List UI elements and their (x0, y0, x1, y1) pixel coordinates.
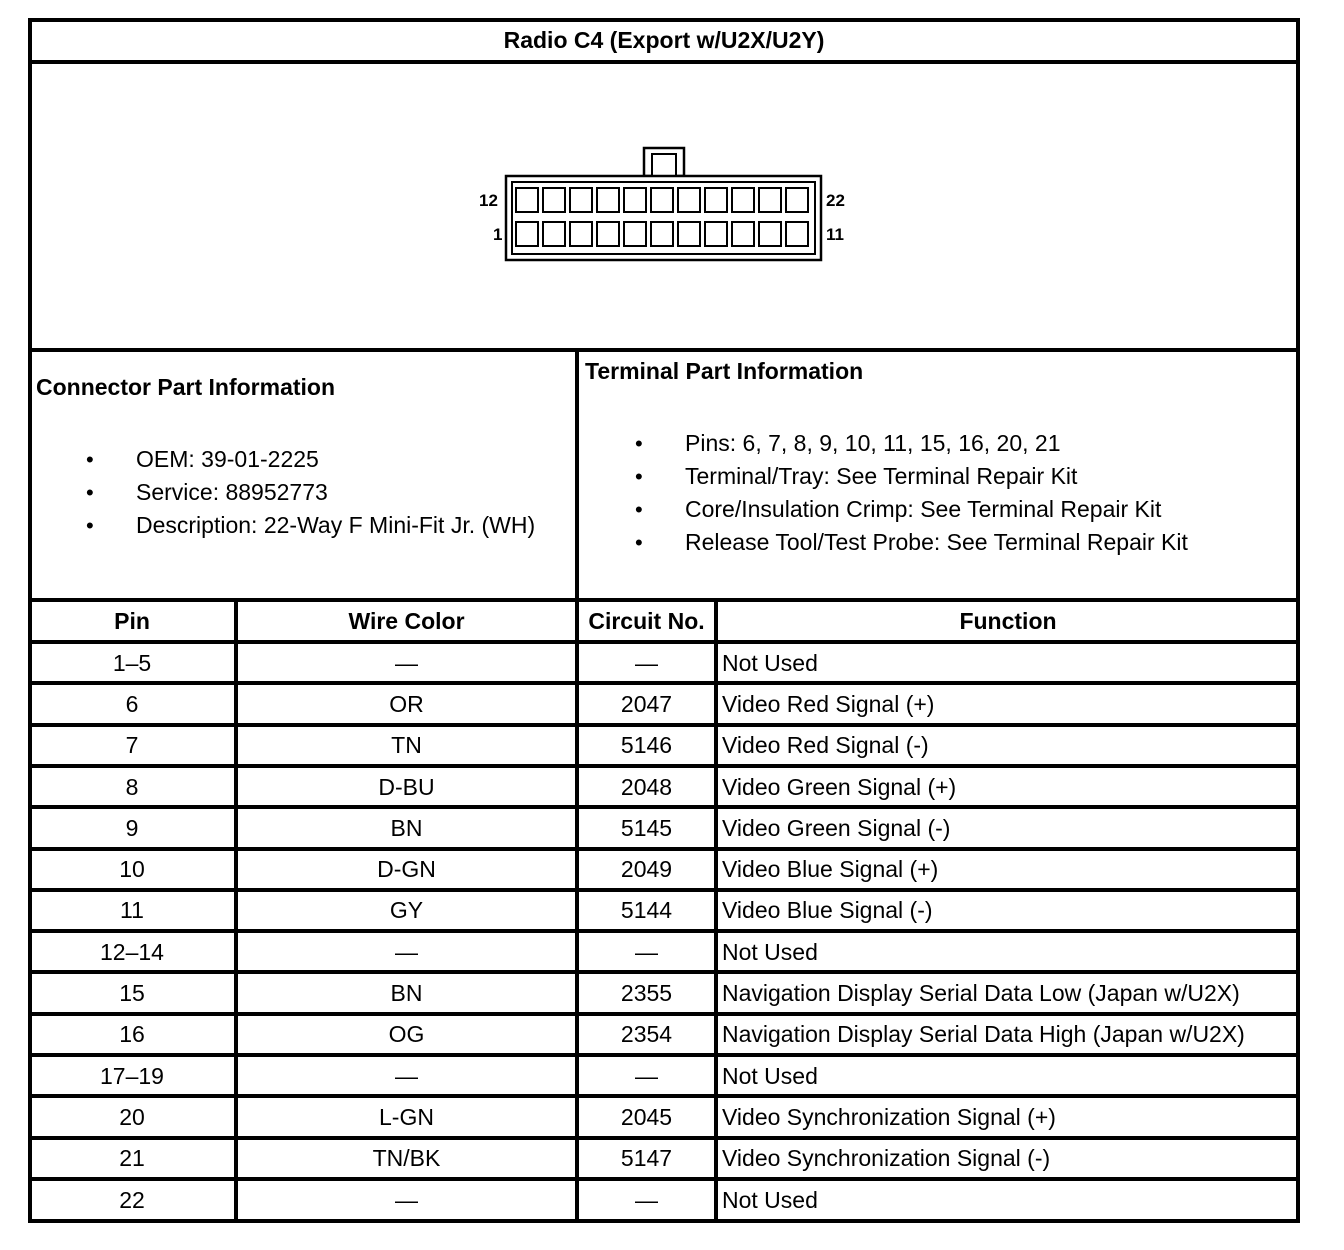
cell-function: Not Used (722, 1062, 818, 1089)
cell-function: Video Red Signal (+) (722, 690, 935, 717)
cell-wire-color: — (395, 1062, 418, 1089)
connector-cavity (678, 222, 700, 246)
table-rule (714, 600, 718, 1221)
cell-function: Not Used (722, 938, 818, 965)
cell-wire-color: D-GN (377, 856, 436, 883)
cell-pin: 10 (119, 856, 145, 883)
cell-function: Not Used (722, 1186, 818, 1213)
connector-cavity (651, 188, 673, 212)
cell-circuit-no: — (635, 649, 658, 676)
cell-function: Video Blue Signal (+) (722, 856, 939, 883)
connector-cavity (543, 222, 565, 246)
connector-cavity (732, 188, 754, 212)
page-title: Radio C4 (Export w/U2X/U2Y) (503, 26, 825, 53)
header-pin: Pin (114, 607, 150, 634)
cell-wire-color: BN (390, 814, 423, 841)
cell-function: Not Used (722, 649, 818, 676)
cell-circuit-no: 2355 (620, 980, 673, 1007)
table-rule (575, 600, 579, 1221)
cell-wire-color: TN/BK (372, 1145, 441, 1172)
cell-pin: 8 (125, 773, 139, 800)
connector-cavity (624, 222, 646, 246)
pin-label-11: 11 (826, 225, 844, 244)
pin-label-12: 12 (479, 191, 498, 210)
cell-pin: 16 (119, 1021, 145, 1048)
cell-pin: 12–14 (100, 938, 164, 965)
cell-wire-color: — (395, 938, 418, 965)
cell-wire-color: — (395, 1186, 418, 1213)
cell-wire-color: L-GN (379, 1103, 434, 1130)
connector-cavity (651, 222, 673, 246)
cell-circuit-no: 2047 (620, 690, 673, 717)
list-item: • Pins: 6, 7, 8, 9, 10, 11, 15, 16, 20, 21 (635, 427, 1188, 460)
list-item: • Service: 88952773 (86, 476, 535, 509)
connector-info-heading: Connector Part Information (36, 374, 336, 400)
cell-wire-color: OG (388, 1021, 425, 1048)
cell-wire-color: D-BU (378, 773, 435, 800)
connector-cavity (624, 188, 646, 212)
cell-wire-color: TN (391, 732, 422, 759)
header-circuit-no: Circuit No. (588, 607, 705, 634)
cell-function: Video Red Signal (-) (722, 732, 929, 759)
cell-function: Video Green Signal (-) (722, 814, 951, 841)
cell-wire-color: OR (389, 690, 424, 717)
cell-pin: 9 (125, 814, 139, 841)
list-item: • Core/Insulation Crimp: See Terminal Repair Kit (635, 493, 1188, 526)
list-item: • Terminal/Tray: See Terminal Repair Kit (635, 460, 1188, 493)
connector-diagram (28, 64, 1300, 348)
cell-pin: 20 (119, 1103, 145, 1130)
cell-pin: 17–19 (100, 1062, 164, 1089)
connector-cavity (678, 188, 700, 212)
header-wire-color: Wire Color (348, 607, 465, 634)
connector-sheet (28, 18, 1300, 1223)
terminal-info-list (635, 427, 1188, 559)
cell-circuit-no: 2048 (620, 773, 673, 800)
pin-label-1: 1 (493, 225, 503, 244)
connector-cavity (759, 222, 781, 246)
cell-circuit-no: 2045 (620, 1103, 673, 1130)
cell-function: Video Green Signal (+) (722, 773, 957, 800)
table-rule (234, 600, 238, 1221)
connector-cavity (786, 222, 808, 246)
terminal-info-heading: Terminal Part Information (585, 358, 864, 384)
connector-cavity (786, 188, 808, 212)
connector-info-list (86, 443, 535, 542)
cell-function: Video Blue Signal (-) (722, 897, 933, 924)
cell-circuit-no: 5145 (620, 814, 673, 841)
cell-circuit-no: 5147 (620, 1145, 673, 1172)
connector-cavity (516, 222, 538, 246)
connector-cavity (570, 222, 592, 246)
cell-pin: 22 (119, 1186, 145, 1213)
cell-pin: 15 (119, 980, 145, 1007)
cell-circuit-no: 2049 (620, 856, 673, 883)
cell-wire-color: GY (389, 897, 424, 924)
connector-cavity (732, 222, 754, 246)
list-item: • Release Tool/Test Probe: See Terminal Repair Kit (635, 526, 1188, 559)
cell-pin: 7 (125, 732, 139, 759)
cell-circuit-no: 5144 (620, 897, 673, 924)
cell-function: Navigation Display Serial Data High (Japan w/U2X) (722, 1021, 1245, 1048)
cell-circuit-no: 5146 (620, 732, 673, 759)
connector-cavity (597, 222, 619, 246)
cell-circuit-no: — (635, 1062, 658, 1089)
cell-circuit-no: — (635, 938, 658, 965)
divider (575, 348, 579, 600)
cell-function: Navigation Display Serial Data Low (Japan w/U2X) (722, 980, 1240, 1007)
pin-label-22: 22 (826, 191, 845, 210)
cell-pin: 1–5 (112, 649, 152, 676)
connector-drawing (28, 64, 1300, 348)
cell-function: Video Synchronization Signal (+) (722, 1103, 1056, 1130)
connector-cavity (705, 188, 727, 212)
header-function: Function (959, 607, 1057, 634)
cell-pin: 6 (125, 690, 139, 717)
cell-circuit-no: — (635, 1186, 658, 1213)
cell-wire-color: — (395, 649, 418, 676)
list-item: • Description: 22-Way F Mini-Fit Jr. (WH) (86, 509, 535, 542)
connector-cavity (705, 222, 727, 246)
connector-cavity (543, 188, 565, 212)
cell-pin: 11 (120, 897, 144, 924)
cell-pin: 21 (119, 1145, 145, 1172)
pin-table (28, 600, 1300, 1223)
list-item: • OEM: 39-01-2225 (86, 443, 535, 476)
cell-circuit-no: 2354 (620, 1021, 673, 1048)
connector-cavity (759, 188, 781, 212)
connector-cavity (597, 188, 619, 212)
cell-function: Video Synchronization Signal (-) (722, 1145, 1051, 1172)
cell-wire-color: BN (390, 980, 423, 1007)
divider (28, 348, 1300, 352)
connector-cavity (570, 188, 592, 212)
connector-cavity (516, 188, 538, 212)
